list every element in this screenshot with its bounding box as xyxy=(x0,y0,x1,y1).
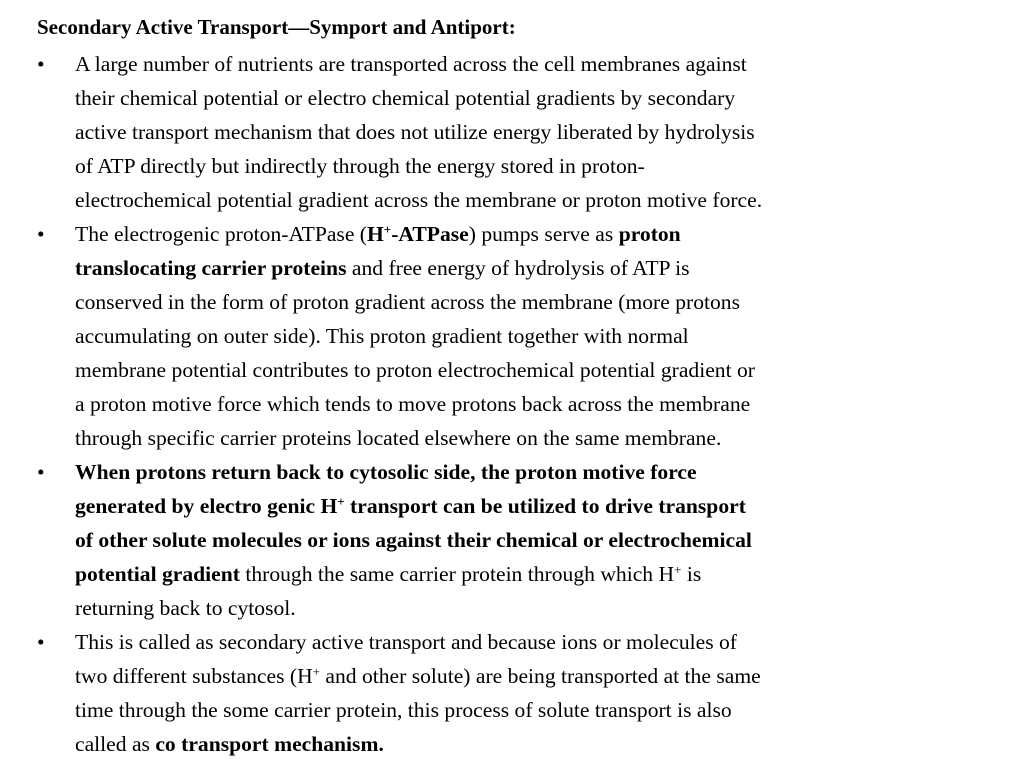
text-line xyxy=(75,557,997,591)
text-line: their chemical potential or electro chemical potential gradients by secondary xyxy=(75,86,736,110)
superscript-plus: + xyxy=(383,221,392,237)
text-line: of ATP directly but indirectly through the energy stored in proton- xyxy=(75,154,645,178)
text-line: conserved in the form of proton gradient across the membrane (more protons xyxy=(75,290,740,314)
text-line: membrane potential contributes to proton electrochemical potential gradient or xyxy=(75,358,755,382)
text-line: A large number of nutrients are transported across the cell membranes against xyxy=(75,52,747,76)
bold-text: When protons return back to cytosolic side, the proton motive force xyxy=(75,460,697,484)
text-line xyxy=(75,523,997,557)
text-line: through specific carrier proteins located elsewhere on the same membrane. xyxy=(75,426,722,450)
text-line xyxy=(75,455,997,489)
text-line: returning back to cytosol. xyxy=(75,596,296,620)
text-run: two different substances (H xyxy=(75,664,313,688)
bullet-list xyxy=(37,47,997,761)
text-run: called as xyxy=(75,732,156,756)
superscript-plus: + xyxy=(312,663,320,679)
bullet-item-2 xyxy=(37,217,997,455)
text-run: through the same carrier protein through which H xyxy=(239,562,675,586)
bold-term-carrier: translocating carrier proteins xyxy=(75,256,347,280)
text-line xyxy=(75,251,997,285)
text-run: ) pumps serve as xyxy=(468,222,619,246)
bullet-icon: • xyxy=(37,52,45,76)
bullet-icon: • xyxy=(37,222,45,246)
text-line xyxy=(75,489,997,523)
bullet-item-1 xyxy=(37,47,997,217)
bold-text: of other solute molecules or ions against their chemical or electrochemical xyxy=(75,528,752,552)
text-line: This is called as secondary active transport and because ions or molecules of xyxy=(75,630,737,654)
slide-title: Secondary Active Transport—Symport and Antiport: xyxy=(37,15,516,39)
bullet-icon: • xyxy=(37,630,45,654)
bold-term-co-transport: co transport mechanism. xyxy=(155,732,384,756)
text-line: active transport mechanism that does not utilize energy liberated by hydrolysis xyxy=(75,120,755,144)
text-run: and free energy of hydrolysis of ATP is xyxy=(346,256,690,280)
bold-term-atpase: -ATPase xyxy=(391,222,469,246)
text-line: accumulating on outer side). This proton gradient together with normal xyxy=(75,324,689,348)
superscript-plus: + xyxy=(337,493,345,509)
superscript-plus: + xyxy=(674,561,682,577)
text-line: a proton motive force which tends to move protons back across the membrane xyxy=(75,392,751,416)
text-line: time through the some carrier protein, this process of solute transport is also xyxy=(75,698,732,722)
bold-text: generated by electro genic H xyxy=(75,494,338,518)
bold-text: potential gradient xyxy=(75,562,240,586)
bullet-item-4 xyxy=(37,625,997,761)
text-run: and other solute) are being transported at the same xyxy=(319,664,761,688)
bullet-item-3 xyxy=(37,455,997,625)
text-line: electrochemical potential gradient across the membrane or proton motive force. xyxy=(75,188,763,212)
text-run: The electrogenic proton-ATPase ( xyxy=(75,222,367,246)
bold-text: transport can be utilized to drive transport xyxy=(344,494,746,518)
text-line xyxy=(75,217,997,251)
text-run: is xyxy=(681,562,702,586)
text-line xyxy=(75,727,997,761)
bold-term-h: H xyxy=(367,222,384,246)
bold-term-proton: proton xyxy=(618,222,681,246)
text-line xyxy=(75,659,997,693)
bullet-icon: • xyxy=(37,460,45,484)
